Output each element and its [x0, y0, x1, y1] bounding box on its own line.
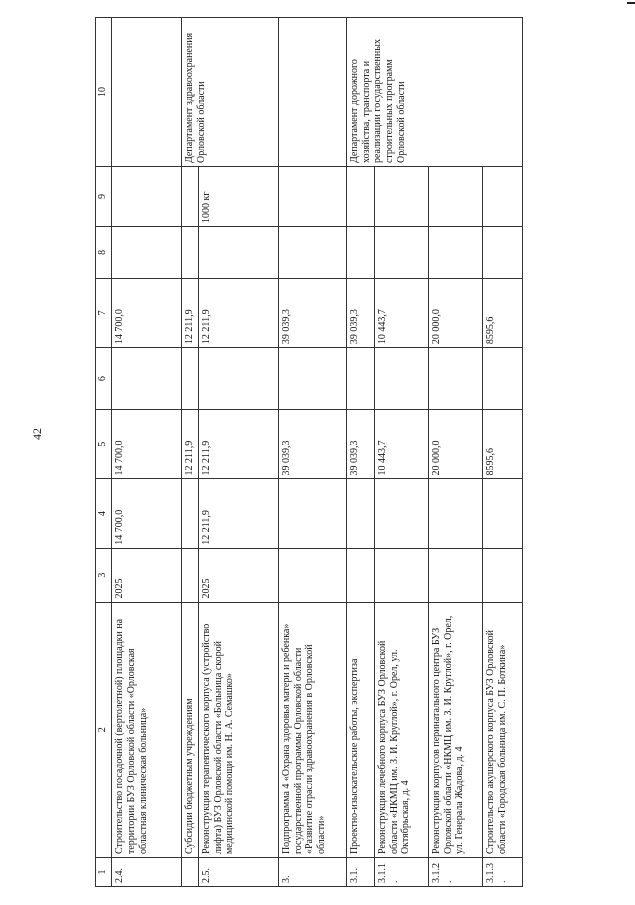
row-name: Реконструкция лечебного корпуса БУЗ Орловской области «НКМЦ им. З. И. Круглой», г. Орел, ул. Октябрьская, д. 4: [374, 602, 428, 858]
row-year: 2025: [112, 548, 182, 602]
row-name: Реконструкция терапевтического корпуса (устройство лифта) БУЗ Орловской области «Больница скорой медицинской помощи им. Н. А. Семашко»: [198, 602, 278, 858]
row-number: 3.1.: [346, 858, 374, 887]
table-row: [112, 18, 182, 887]
page-number: 42: [30, 428, 44, 440]
row-value: [112, 167, 182, 227]
header-cell: 7: [96, 278, 112, 347]
header-cell: 10: [96, 18, 112, 167]
header-cell: 6: [96, 348, 112, 410]
row-value: 10 443,7: [374, 410, 428, 479]
row-number: 3.1.2.: [428, 858, 482, 887]
row-value: 12 211,9: [182, 410, 199, 479]
row-number: 2.4.: [112, 858, 182, 887]
corner-mark: [627, 2, 635, 4]
row-value: [112, 227, 182, 279]
header-cell: 1: [96, 858, 112, 887]
rotated-table-container: [95, 17, 508, 887]
row-value: 20 000,0: [428, 278, 482, 347]
row-name: Проектно-изыскательские работы, экспертиза: [346, 602, 374, 858]
row-value: 8595,6: [482, 278, 522, 347]
row-value: 8595,6: [482, 410, 522, 479]
header-row: [96, 18, 112, 887]
row-number: 2.5.: [198, 858, 278, 887]
row-value: 39 039,3: [278, 410, 346, 479]
row-value: 20 000,0: [428, 410, 482, 479]
row-value: 12 211,9: [198, 410, 278, 479]
row-responsible: [112, 18, 182, 167]
row-value: 39 039,3: [278, 278, 346, 347]
table-row: [346, 18, 374, 887]
row-year: 2025: [198, 548, 278, 602]
row-value: 14 700,0: [112, 479, 182, 548]
header-cell: 9: [96, 167, 112, 227]
row-value: 14 700,0: [112, 410, 182, 479]
header-cell: 3: [96, 548, 112, 602]
row-value: [112, 348, 182, 410]
row-value: 12 211,9: [198, 278, 278, 347]
row-value: 14 700,0: [112, 278, 182, 347]
row-value: 39 039,3: [346, 278, 374, 347]
row-value: 39 039,3: [346, 410, 374, 479]
row-value: 10 443,7: [374, 278, 428, 347]
row-name: Подпрограмма 4 «Охрана здоровья матери и ребенка» государственной программы Орловской области «Развитие отрасли здравоохранения в Орловской области»: [278, 602, 346, 858]
row-value: 12 211,9: [182, 278, 199, 347]
table-row: [182, 18, 199, 887]
table-row: [278, 18, 346, 887]
row-number: 3.1.3.: [482, 858, 522, 887]
header-cell: 5: [96, 410, 112, 479]
row-number: 3.1.1.: [374, 858, 428, 887]
header-cell: 2: [96, 602, 112, 858]
header-cell: 8: [96, 227, 112, 279]
row-name: Реконструкция корпусов перинатального центра БУЗ Орловской области «НКМЦ им. З. И. Круглой», г. Орел, ул. Генерала Жадова, д. 4: [428, 602, 482, 858]
row-value: 12 211,9: [198, 479, 278, 548]
header-cell: 4: [96, 479, 112, 548]
row-responsible: Департамент дорожного хозяйства, транспорта и реализации государственных строительных программ Орловской области: [346, 18, 522, 167]
row-name: Строительство акушерского корпуса БУЗ Орловской области «Городская больница им. С. П. Боткина»: [482, 602, 522, 858]
row-name: Субсидии бюджетным учреждениям: [182, 602, 199, 858]
row-responsible: Департамент здравоохранения Орловской области: [182, 18, 279, 167]
row-name: Строительство посадочной (вертолетной) площадки на территории БУЗ Орловской области «Орловская областная клиническая больница»: [112, 602, 182, 858]
row-number: 3.: [278, 858, 346, 887]
program-table: [95, 17, 523, 887]
row-value: 1000 кг: [198, 167, 278, 227]
